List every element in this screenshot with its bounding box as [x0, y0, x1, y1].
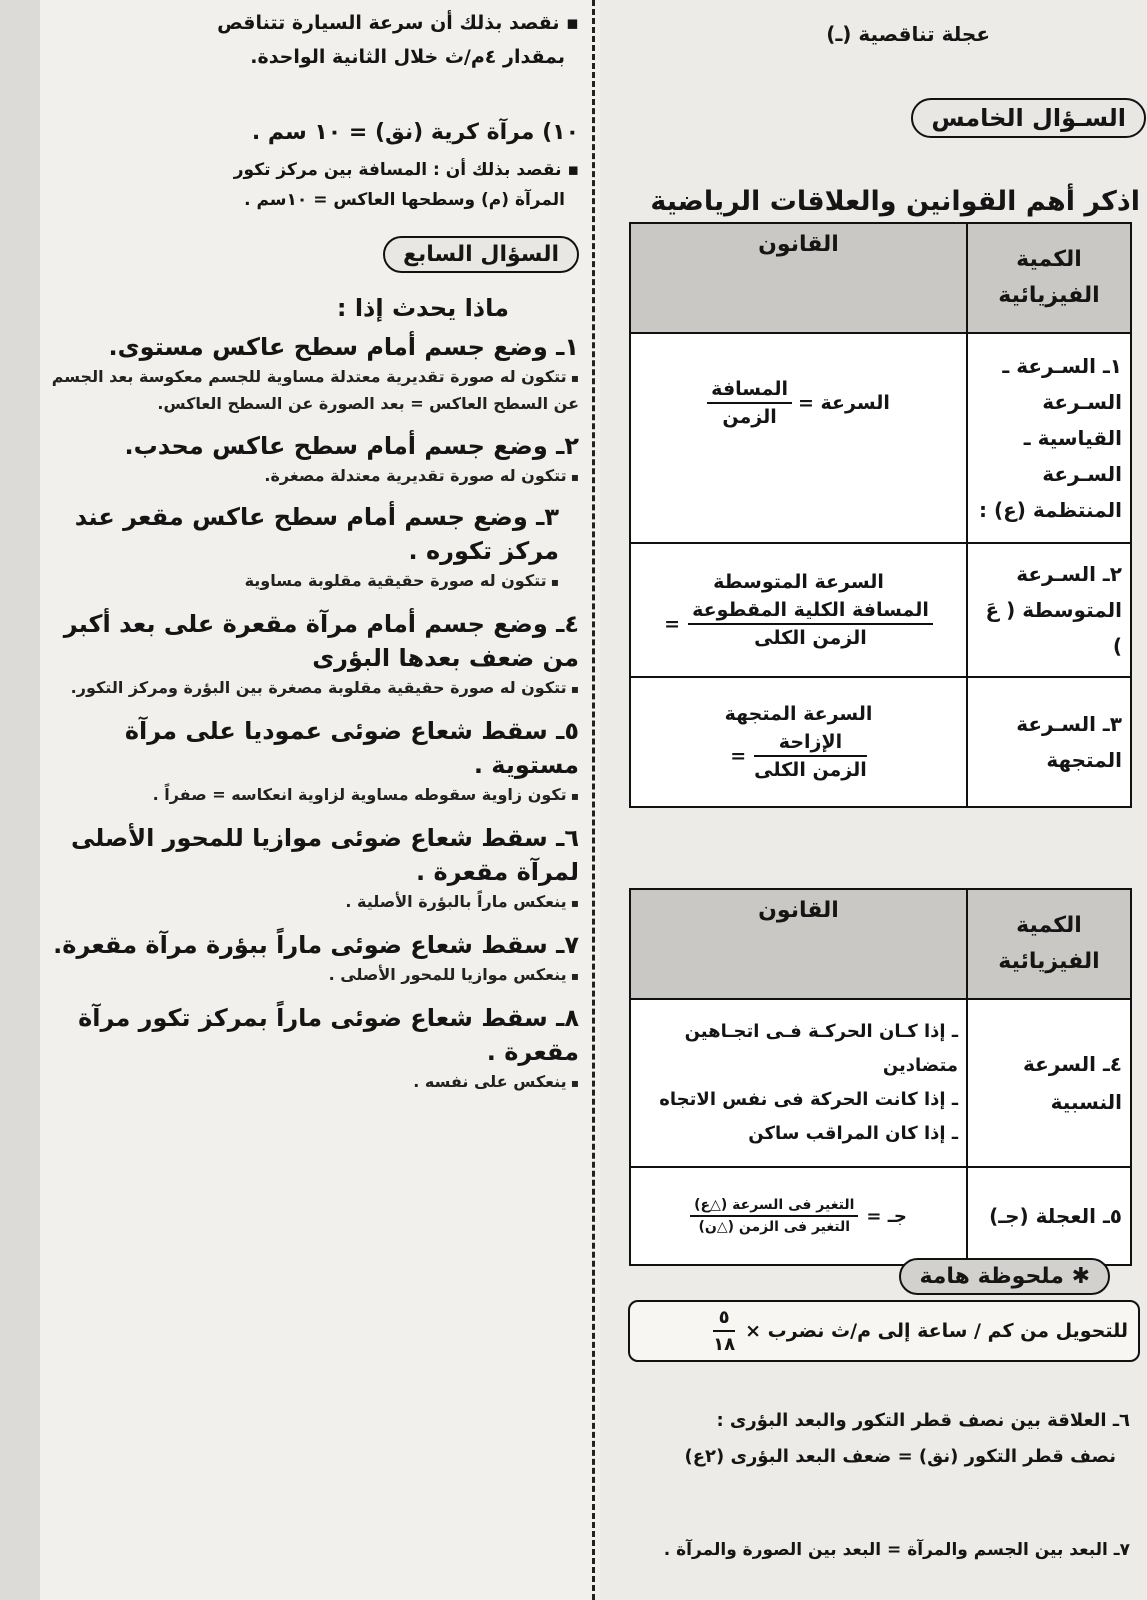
laws-table-2	[629, 888, 1132, 1266]
list-item-answer: ▪ تكون زاوية سقوطه مساوية لزاوية انعكاسه = صفراً .	[44, 782, 579, 809]
law-cell	[630, 333, 967, 543]
fraction	[688, 599, 933, 649]
laws-table-1-header	[630, 223, 1131, 333]
qty-cell: ٣ـ السـرعة المتجهة	[967, 677, 1131, 807]
law-eq: =	[730, 745, 747, 767]
fraction-numerator: التغير فى السرعة (△ع)	[690, 1197, 858, 1217]
list-item	[44, 607, 579, 702]
relation-6-text: نصف قطر التكور (نق) = ضعف البعد البؤرى (٢ع)	[684, 1446, 1116, 1467]
list-item-answer: ▪ تتكون له صورة حقيقية مقلوبة مساوية	[44, 568, 559, 595]
fraction-denominator: الزمن	[722, 406, 777, 428]
list-item-question: ٢ـ وضع جسم أمام سطح عاكس محدب.	[124, 432, 579, 460]
left-margin-shade	[0, 0, 40, 1600]
list-item-question: ٧ـ سقط شعاع ضوئى ماراً ببؤرة مرآة مقعرة.	[53, 931, 579, 959]
table-row	[630, 543, 1131, 677]
question-5-label: السـؤال الخامس	[911, 98, 1146, 138]
table-row	[630, 677, 1131, 807]
fraction	[707, 378, 792, 428]
list-item	[44, 429, 579, 490]
list-item-answer: ▪ ينعكس موازيا للمحور الأصلى .	[44, 962, 579, 989]
laws-table-2-header	[630, 889, 1131, 999]
fraction-denominator: الزمن الكلى	[754, 627, 867, 649]
important-note-label: ✱ ملحوظة هامة	[899, 1258, 1110, 1295]
fraction-denominator: ١٨	[713, 1334, 736, 1355]
item-10-answer-2: المرآة (م) وسطحها العاكس = ١٠سم .	[244, 190, 565, 210]
relation-6-title: ٦ـ العلاقة بين نصف قطر التكور والبعد البؤرى :	[716, 1410, 1130, 1431]
item-10: ١٠) مرآة كرية (نق) = ١٠ سم .	[251, 120, 579, 145]
laws-heading: اذكر أهم القوانين والعلاقات الرياضية	[650, 186, 1140, 217]
law-eq: =	[664, 613, 681, 635]
law-cell	[630, 543, 967, 677]
fraction	[690, 1197, 858, 1235]
table-row	[630, 999, 1131, 1167]
law-cell	[630, 999, 967, 1167]
law-eq-left: السرعة =	[798, 392, 890, 414]
list-item-question: ٣ـ وضع جسم أمام سطح عاكس مقعر عند مركز تكوره .	[74, 503, 559, 565]
law-line: ـ إذا كان المراقب ساكن	[748, 1123, 958, 1144]
law-title: السرعة المتجهة	[724, 703, 873, 725]
fraction	[713, 1307, 735, 1355]
fraction-numerator: المسافة	[707, 378, 792, 404]
list-item-answer: ▪ تتكون له صورة تقديرية معتدلة مساوية للجسم معكوسة بعد الجسم عن السطح العاكس = بعد الصورة عن السطح العاكس.	[44, 364, 579, 417]
list-item	[44, 821, 579, 916]
list-item-answer: ▪ ينعكس على نفسه .	[44, 1069, 579, 1096]
speed-decrease-line-1: ▪ نقصد بذلك أن سرعة السيارة تتناقص	[217, 12, 579, 34]
item-10-answer-1: ▪ نقصد بذلك أن : المسافة بين مركز تكور	[233, 160, 579, 180]
fraction-numerator: الإزاحة	[754, 731, 867, 757]
question-7-header	[383, 236, 579, 273]
list-item-question: ٤ـ وضع جسم أمام مرآة مقعرة على بعد أكبر من ضعف بعدها البؤرى	[63, 610, 579, 672]
qty-cell: ٢ـ السـرعة المتوسطة ( عَ )	[967, 543, 1131, 677]
list-item-answer: ▪ تتكون له صورة حقيقية مقلوبة مصغرة بين البؤرة ومركز التكور.	[44, 675, 579, 702]
qty-header: الكمية الفيزيائية	[967, 889, 1131, 999]
relation-7-text: ٧ـ البعد بين الجسم والمرآة = البعد بين الصورة والمرآة .	[663, 1540, 1130, 1560]
fraction-denominator: التغير فى الزمن (△ن)	[698, 1219, 851, 1235]
conversion-note-text: للتحويل من كم / ساعة إلى م/ث نضرب ×	[745, 1320, 1128, 1342]
right-column	[615, 0, 1140, 1600]
list-item	[44, 500, 579, 595]
list-item-answer: ▪ ينعكس ماراً بالبؤرة الأصلية .	[44, 889, 579, 916]
list-item	[44, 1001, 579, 1096]
law-cell	[630, 677, 967, 807]
column-divider	[592, 0, 595, 1600]
laws-table-1	[629, 222, 1132, 808]
list-item-question: ٥ـ سقط شعاع ضوئى عموديا على مرآة مستوية .	[124, 717, 579, 779]
qty-cell: ٤ـ السرعة النسبية	[967, 999, 1131, 1167]
law-eq-left: جـ =	[866, 1205, 907, 1227]
law-cell	[630, 1167, 967, 1265]
list-item-question: ٦ـ سقط شعاع ضوئى موازيا للمحور الأصلى لمرآة مقعرة .	[70, 824, 579, 886]
fraction	[754, 731, 867, 781]
fraction-numerator: ٥	[713, 1307, 735, 1332]
negative-acceleration-note: عجلة تناقصية (ـ)	[826, 22, 990, 46]
list-item	[44, 928, 579, 989]
list-item-answer: ▪ تتكون له صورة تقديرية معتدلة مصغرة.	[44, 463, 579, 490]
list-item-question: ٨ـ سقط شعاع ضوئى ماراً بمركز تكور مرآة مقعرة .	[78, 1004, 579, 1066]
law-header: القانون	[630, 889, 967, 999]
what-if-heading: ماذا يحدث إذا :	[336, 294, 509, 322]
question-7-label: السؤال السابع	[383, 236, 579, 273]
important-note-header	[899, 1258, 1110, 1295]
qty-header: الكمية الفيزيائية	[967, 223, 1131, 333]
law-header: القانون	[630, 223, 967, 333]
qty-cell: ٥ـ العجلة (جـ)	[967, 1167, 1131, 1265]
law-line: ـ إذا كـان الحركـة فـى اتجـاهين متضادين	[684, 1021, 958, 1076]
law-line: ـ إذا كانت الحركة فى نفس الاتجاه	[659, 1089, 958, 1110]
law-title: السرعة المتوسطة	[713, 571, 884, 593]
table-row	[630, 1167, 1131, 1265]
speed-decrease-line-2: بمقدار ٤م/ث خلال الثانية الواحدة.	[250, 46, 565, 68]
list-item-question: ١ـ وضع جسم أمام سطح عاكس مستوى.	[108, 333, 579, 361]
conversion-note-box	[628, 1300, 1140, 1362]
table-row	[630, 333, 1131, 543]
question-5-header	[911, 98, 1146, 138]
left-column	[44, 0, 579, 1600]
what-if-list	[44, 330, 579, 1096]
qty-cell: ١ـ السـرعة ـ السـرعة القياسية ـ السـرعة المنتظمة (ع) :	[967, 333, 1131, 543]
fraction-numerator: المسافة الكلية المقطوعة	[688, 599, 933, 625]
list-item	[44, 714, 579, 809]
list-item	[44, 330, 579, 417]
fraction-denominator: الزمن الكلى	[754, 759, 867, 781]
